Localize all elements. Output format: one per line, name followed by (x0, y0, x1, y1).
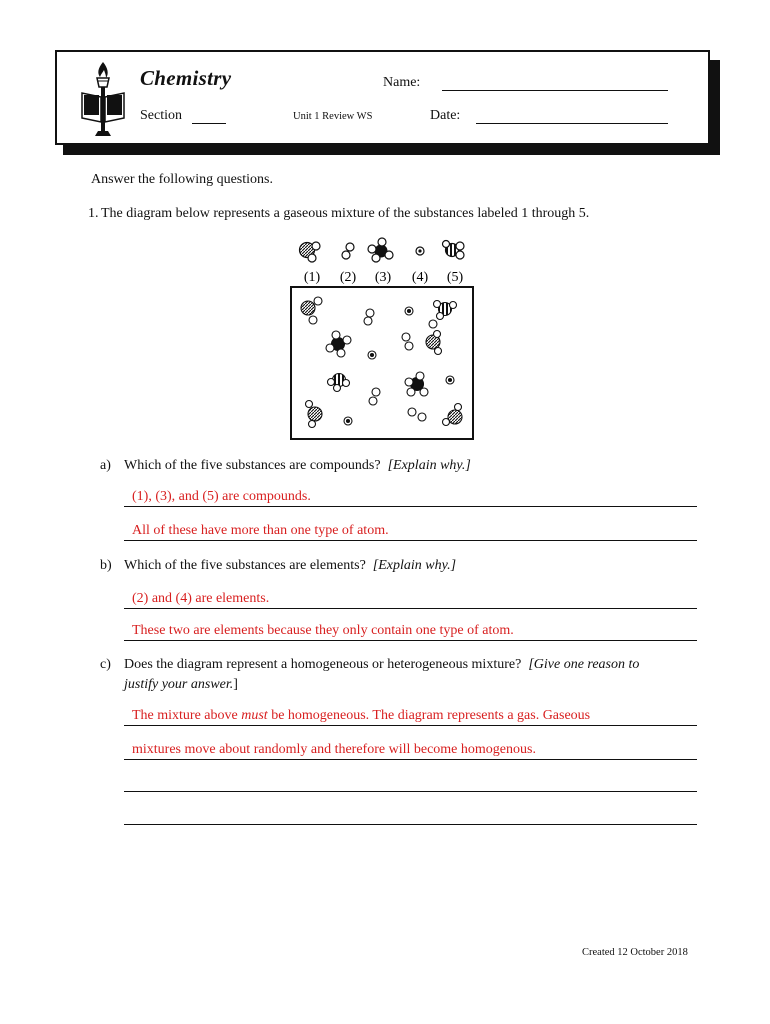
part-c-blank-line-2[interactable] (124, 823, 697, 825)
part-a-answer-2[interactable]: All of these have more than one type of atom. (124, 521, 697, 541)
molecule-legend (290, 236, 480, 288)
question-number: 1. (88, 206, 99, 221)
question-text: The diagram below represents a gaseous mixture of the substances labeled 1 through 5. (101, 206, 590, 221)
part-c-answer-1[interactable]: The mixture above must be homogeneous. The diagram represents a gas. Gaseous (124, 706, 697, 726)
torch-book-icon (78, 60, 128, 140)
instructions: Answer the following questions. (91, 172, 273, 187)
legend-molecule-4 (416, 247, 424, 255)
part-b-question: Which of the five substances are elements? [Explain why.] (124, 558, 457, 573)
part-a-answer-1[interactable]: (1), (3), and (5) are compounds. (124, 487, 697, 507)
part-c-answer-2[interactable]: mixtures move about randomly and therefore will become homogenous. (124, 740, 697, 760)
part-b-letter: b) (100, 558, 112, 573)
part-b-answer-2[interactable]: These two are elements because they only contain one type of atom. (124, 621, 697, 641)
part-c-letter: c) (100, 657, 111, 672)
legend-label-1: (1) (303, 270, 321, 285)
legend-molecule-5 (443, 241, 465, 260)
date-field[interactable] (476, 123, 668, 124)
part-c-question-line-1: Does the diagram represent a homogeneous or heterogeneous mixture? [Give one reason to (124, 657, 640, 672)
legend-molecule-3 (368, 238, 393, 262)
part-c-blank-line-1[interactable] (124, 790, 697, 792)
part-c-question-line-2: justify your answer.] (124, 677, 238, 692)
mixture-diagram (290, 286, 474, 441)
part-a-question: Which of the five substances are compounds? [Explain why.] (124, 458, 471, 473)
name-field[interactable] (442, 90, 668, 91)
date-label: Date: (430, 108, 461, 123)
footer-created-date: Created 12 October 2018 (582, 947, 688, 958)
legend-label-5: (5) (446, 270, 464, 285)
legend-molecule-2 (342, 243, 354, 259)
section-label: Section (140, 108, 182, 123)
section-field[interactable] (192, 123, 226, 124)
header-box (55, 50, 710, 145)
legend-label-3: (3) (374, 270, 392, 285)
legend-label-4: (4) (411, 270, 429, 285)
page-title: Chemistry (140, 66, 232, 90)
legend-molecule-1 (300, 242, 321, 262)
part-b-answer-1[interactable]: (2) and (4) are elements. (124, 589, 697, 609)
unit-label: Unit 1 Review WS (293, 111, 373, 122)
name-label: Name: (383, 75, 421, 90)
part-a-letter: a) (100, 458, 111, 473)
legend-label-2: (2) (339, 270, 357, 285)
